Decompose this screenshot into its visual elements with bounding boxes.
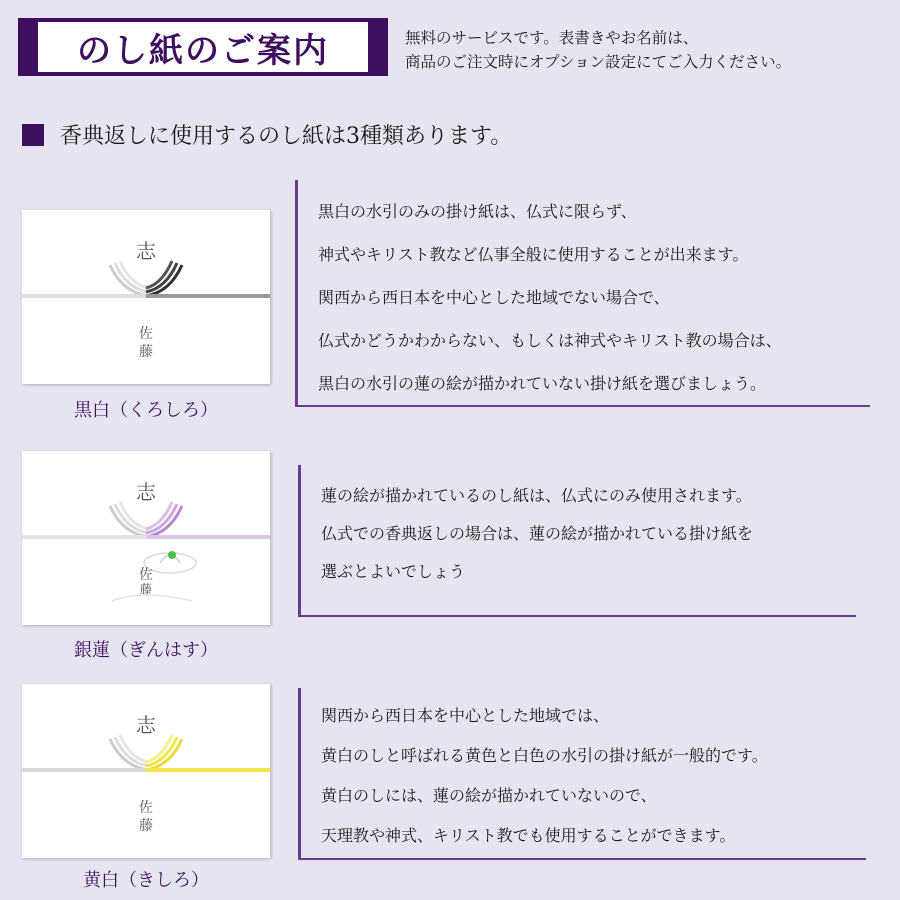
- description-line: 仏式かどうかわからない、もしくは神式やキリスト教の場合は、: [318, 331, 782, 350]
- card-caption: 銀蓮（ぎんはす）: [74, 640, 218, 661]
- name-char: 佐: [139, 326, 153, 342]
- description-line: 関西から西日本を中心とした地域でない場合で、: [318, 288, 670, 307]
- description-line: 黒白の水引の蓮の絵が描かれていない掛け紙を選びましょう。: [318, 374, 767, 393]
- card-caption: 黄白（きしろ）: [83, 870, 209, 891]
- description-line: 神式やキリスト教など仏事全般に使用することが出来ます。: [318, 245, 749, 264]
- header-note-line: 商品のご注文時にオプション設定にてご入力ください。: [405, 53, 792, 71]
- description-line: 蓮の絵が描かれているのし紙は、仏式にのみ使用されます。: [321, 486, 752, 505]
- noshi-paper-illustration: [22, 210, 270, 384]
- name-char: 佐: [139, 567, 153, 583]
- section-heading: 香典返しに使用するのし紙は3種類あります。: [60, 124, 513, 149]
- name-char: 藤: [139, 344, 153, 360]
- description-line: 黄白のしと呼ばれる黄色と白色の水引の掛け紙が一般的です。: [321, 746, 768, 765]
- description-line: 黄白のしには、蓮の絵が描かれていないので、: [321, 786, 657, 805]
- omote-text: 志: [136, 713, 156, 737]
- description-box: [295, 180, 870, 407]
- section-square-icon: [22, 124, 44, 146]
- omote-text: 志: [136, 480, 156, 504]
- noshi-card-ginhasu: [22, 451, 270, 625]
- omote-text: 志: [136, 239, 156, 263]
- name-char: 藤: [139, 582, 153, 596]
- noshi-paper-illustration: [22, 451, 270, 625]
- description-line: 仏式での香典返しの場合は、蓮の絵が描かれている掛け紙を: [321, 524, 754, 543]
- noshi-card-kuroshiro: [22, 210, 270, 384]
- description-line: 関西から西日本を中心とした地域では、: [321, 706, 610, 725]
- noshi-paper-illustration: [22, 684, 270, 858]
- description-box: [298, 465, 856, 617]
- description-line: 黒白の水引のみの掛け紙は、仏式に限らず、: [318, 202, 637, 221]
- name-char: 藤: [139, 818, 153, 834]
- card-caption: 黒白（くろしろ）: [74, 400, 218, 421]
- noshi-card-kishiro: [22, 684, 270, 858]
- page-title: のし紙のご案内: [38, 22, 368, 72]
- header-note-line: 無料のサービスです。表書きやお名前は、: [405, 29, 699, 47]
- description-line: 天理教や神式、キリスト教でも使用することができます。: [321, 826, 736, 845]
- header-note: [405, 26, 885, 74]
- description-box: [298, 688, 866, 860]
- lotus-bud-icon: [168, 551, 176, 559]
- description-line: 選ぶとよいでしょう: [321, 562, 466, 581]
- name-char: 佐: [139, 800, 153, 816]
